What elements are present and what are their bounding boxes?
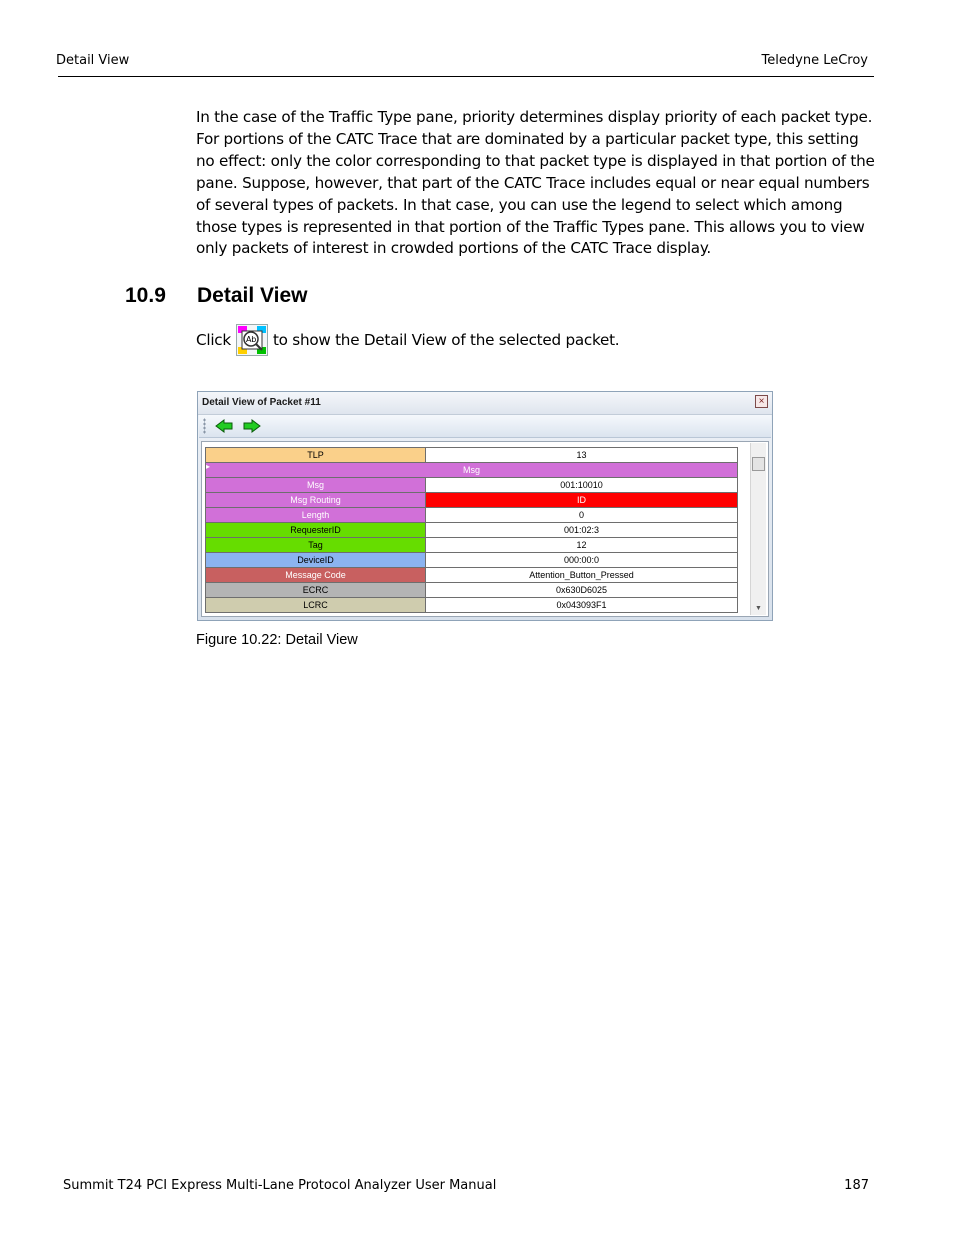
field-label: ECRC [206, 583, 426, 598]
expand-icon[interactable]: ▸ [206, 462, 211, 471]
packet-fields-table [205, 447, 738, 613]
table-row[interactable] [206, 538, 738, 553]
field-value: 0x043093F1 [426, 598, 738, 613]
vertical-scrollbar[interactable] [750, 443, 766, 615]
group-header-label: Msg [462, 465, 480, 475]
field-label: Msg Routing [206, 493, 426, 508]
field-value: 0 [426, 508, 738, 523]
running-header-company: Teledyne LeCroy [761, 53, 868, 68]
table-row[interactable] [206, 478, 738, 493]
toolbar-grip-icon[interactable] [203, 418, 206, 434]
field-label: DeviceID [206, 553, 426, 568]
table-row[interactable] [206, 493, 738, 508]
detail-view-window [197, 391, 773, 621]
close-icon[interactable]: × [755, 395, 768, 408]
table-row[interactable] [206, 508, 738, 523]
next-packet-button[interactable] [243, 419, 261, 433]
section-title: Detail View [197, 284, 308, 307]
table-row[interactable] [206, 598, 738, 613]
table-row[interactable] [206, 568, 738, 583]
detail-view-icon [236, 324, 268, 356]
field-value: 12 [426, 538, 738, 553]
click-instruction [196, 323, 619, 357]
group-header[interactable] [206, 463, 738, 478]
field-label: Length [206, 508, 426, 523]
field-label: Message Code [206, 568, 426, 583]
field-value: 001:02:3 [426, 523, 738, 538]
section-number: 10.9 [125, 284, 166, 307]
svg-text:Ab: Ab [245, 335, 257, 344]
field-value: 13 [426, 448, 738, 463]
field-value: ID [426, 493, 738, 508]
table-row[interactable] [206, 583, 738, 598]
footer-manual-title: Summit T24 PCI Express Multi-Lane Protocol Analyzer User Manual [63, 1178, 497, 1193]
header-rule [58, 76, 874, 77]
field-value: 0x630D6025 [426, 583, 738, 598]
body-paragraph: In the case of the Traffic Type pane, priority determines display priority of each packet type. For portions of the CATC Trace that are dominated by a particular packet type, this setting no effect: only the color corresponding to that packet type is displayed in that portion of the pane. Suppose, however, that part of the CATC Trace includes equal or near equal numbers of several types of packets. In that case, you can use the legend to select which among those types is represented in that portion of the Traffic Types pane. This allows you to view only packets of interest in crowded portions of the CATC Trace display. [196, 108, 875, 258]
section-heading [125, 284, 308, 308]
arrow-left-icon [215, 419, 233, 433]
field-value: Attention_Button_Pressed [426, 568, 738, 583]
table-row[interactable] [206, 448, 738, 463]
figure-caption: Figure 10.22: Detail View [196, 632, 358, 648]
field-label: Tag [206, 538, 426, 553]
table-row[interactable] [206, 523, 738, 538]
window-title: Detail View of Packet #11 [202, 397, 321, 408]
previous-packet-button[interactable] [215, 419, 233, 433]
scroll-down-icon[interactable]: ▼ [755, 605, 762, 612]
field-label: LCRC [206, 598, 426, 613]
window-title-bar [198, 392, 772, 415]
page-number: 187 [844, 1178, 869, 1193]
field-value: 000:00:0 [426, 553, 738, 568]
field-label: RequesterID [206, 523, 426, 538]
field-value: 001:10010 [426, 478, 738, 493]
table-row[interactable] [206, 463, 738, 478]
running-header-section: Detail View [56, 53, 130, 68]
click-word: Click [196, 331, 231, 349]
detail-grid [201, 441, 769, 617]
field-label: TLP [206, 448, 426, 463]
window-toolbar [199, 415, 771, 438]
table-row[interactable] [206, 553, 738, 568]
field-label: Msg [206, 478, 426, 493]
arrow-right-icon [243, 419, 261, 433]
click-instruction-rest: to show the Detail View of the selected packet. [272, 331, 620, 349]
scrollbar-thumb[interactable] [752, 457, 765, 471]
